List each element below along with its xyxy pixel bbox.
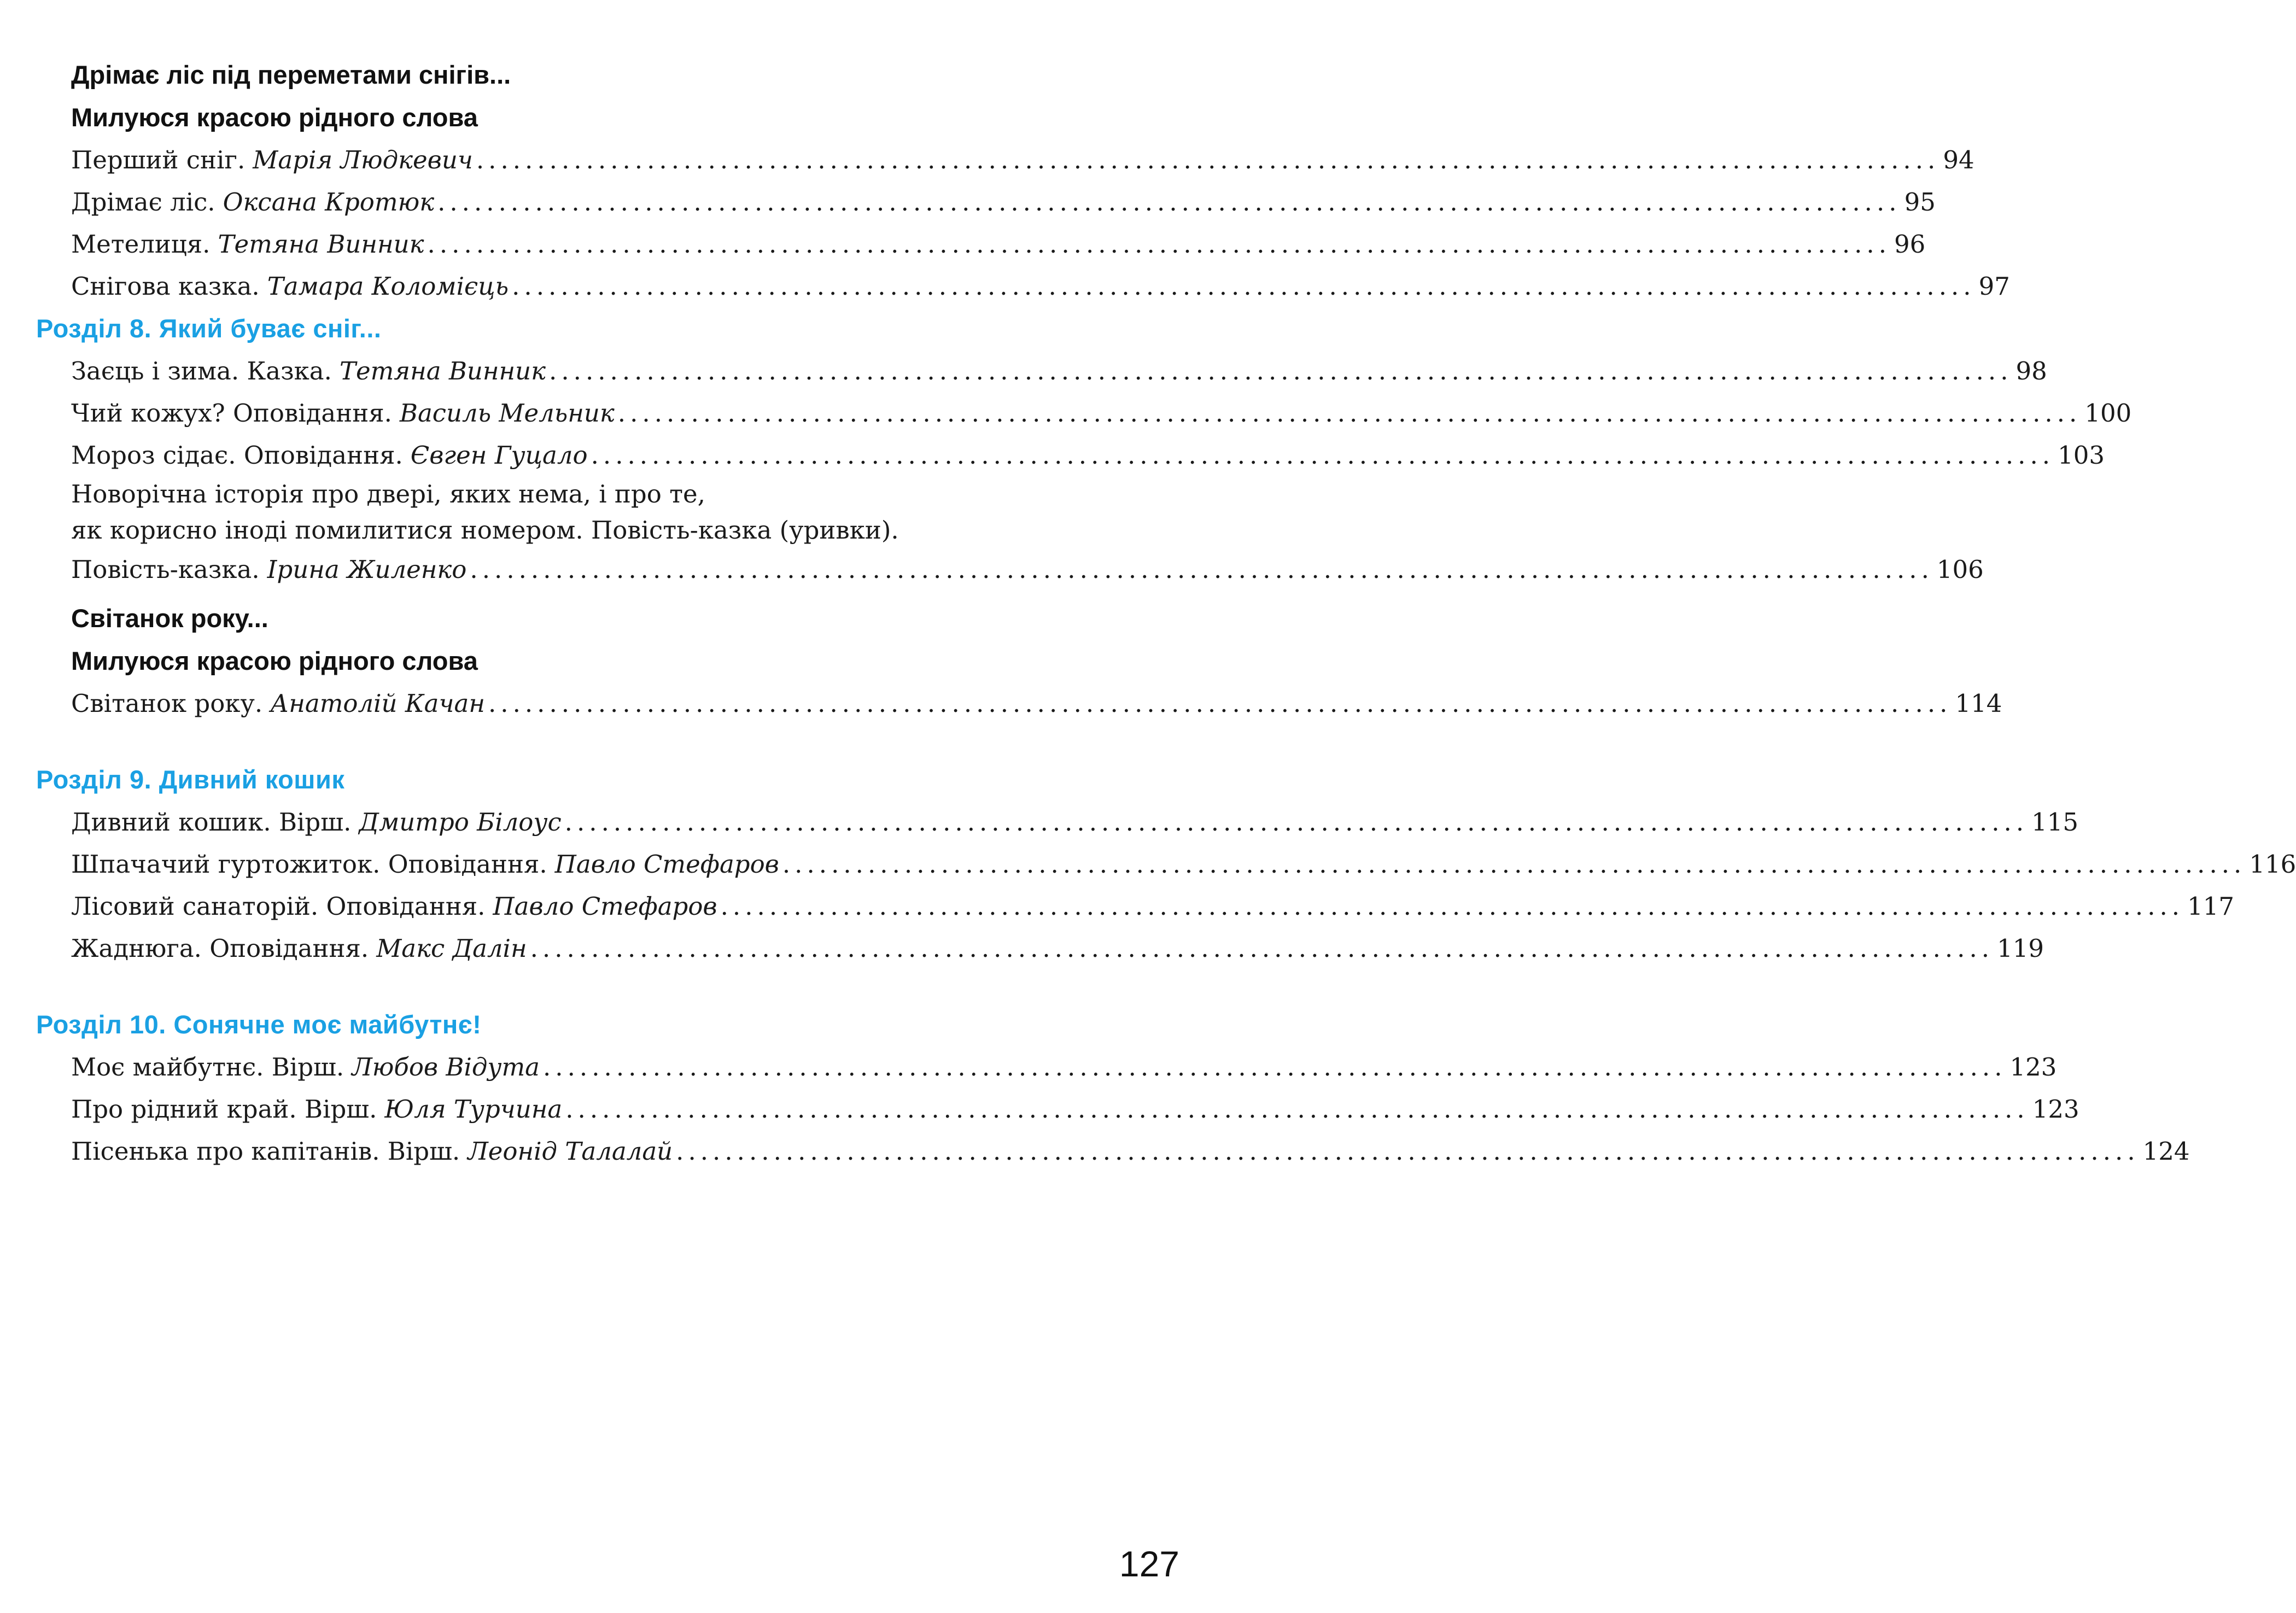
toc-entry[interactable] [71,350,2047,392]
entry-title-line: Новорічна історія про двері, яких нема, і про те, [71,480,705,509]
entry-page: 100 [2084,399,2132,428]
entry-title: Снігова казка. [71,272,260,301]
entry-list [36,350,2132,476]
entry-author: Леонід Талалай [468,1137,673,1166]
toc-entry[interactable] [71,1046,2057,1088]
entry-page: 115 [2031,808,2079,837]
group-heading-line: Милуюся красою рідного слова [71,103,478,132]
entry-author: Павло Стефаров [554,850,779,879]
dot-leader: ........................................................................................................................ [427,230,1891,259]
entry-author: Макс Далін [376,934,527,963]
heading-block [36,597,1097,682]
entry-list [36,801,2296,969]
dot-leader: ........................................................................................................................ [476,145,1940,174]
dot-leader: ........................................................................................................................ [720,892,2184,921]
entry-author: Марія Людкевич [253,145,473,174]
entry-title: Повість-казка. [71,555,260,584]
page-number: 127 [1119,1544,1179,1584]
entry-page: 97 [1978,272,2010,301]
entry-author: Василь Мельник [399,399,615,428]
entry-author: Тетяна Винник [339,357,546,385]
toc-entry[interactable] [71,1130,2190,1172]
entry-page: 95 [1904,188,1936,217]
dot-leader: ........................................................................................................................ [617,399,2082,428]
section-10-title: Розділ 10. Сонячне моє майбутнє! [36,1010,482,1039]
toc-entry[interactable] [71,181,1936,223]
dot-leader: ........................................................................................................................ [782,850,2246,879]
entry-author: Юля Турчина [384,1095,563,1124]
group-heading-line: Світанок року... [71,604,268,633]
toc-entry[interactable] [71,1088,2079,1130]
entry-page: 114 [1955,689,2002,718]
toc-entry[interactable] [71,927,2044,969]
entry-author: Тетяна Винник [218,230,424,259]
entry-title: Метелиця. [71,230,211,259]
toc-entry[interactable] [71,682,2002,724]
entry-title: Мороз сідає. Оповідання. [71,441,403,470]
dot-leader: ........................................................................................................................ [437,188,1901,217]
entry-author: Ірина Жиленко [267,555,467,584]
dot-leader: ........................................................................................................................ [591,441,2055,470]
toc-entry[interactable] [71,223,1926,265]
entry-list [36,548,1984,591]
toc-entry[interactable] [71,139,1974,181]
toc-entry[interactable] [71,885,2235,927]
toc-entry[interactable] [71,265,2010,307]
dot-leader: ........................................................................................................................ [565,1095,2029,1124]
group-heading-line: Милуюся красою рідного слова [71,646,478,675]
entry-title: Жаднюга. Оповідання. [71,934,369,963]
entry-list [36,1046,2190,1172]
entry-page: 106 [1936,555,1984,584]
section-8-title: Розділ 8. Який буває сніг... [36,314,382,343]
entry-page: 94 [1943,145,1974,174]
dot-leader: ........................................................................................................................ [676,1137,2140,1166]
dot-leader: ........................................................................................................................ [488,689,1952,718]
dot-leader: ........................................................................................................................ [543,1053,2007,1082]
toc-entry[interactable] [71,434,2105,476]
entry-title: Чий кожух? Оповідання. [71,399,392,428]
entry-author: Анатолій Качан [270,689,485,718]
toc-entry[interactable] [71,548,1984,591]
heading-block [36,54,1097,139]
entry-page: 96 [1894,230,1926,259]
dot-leader: ........................................................................................................................ [530,934,1994,963]
entry-title: Заєць і зима. Казка. [71,357,332,385]
entry-title: Лісовий санаторій. Оповідання. [71,892,486,921]
entry-title-line: як корисно іноді помилитися номером. Повість-казка (уривки). [71,516,899,545]
entry-page: 98 [2015,357,2047,385]
entry-page: 123 [2009,1053,2057,1082]
entry-author: Павло Стефаров [493,892,717,921]
entry-page: 103 [2058,441,2105,470]
entry-author: Любов Відута [352,1053,540,1082]
entry-author: Тамара Коломієць [267,272,509,301]
table-of-contents [36,54,2296,1172]
entry-list [36,682,2002,724]
entry-page: 119 [1997,934,2044,963]
entry-title: Дивний кошик. Вірш. [71,808,352,837]
entry-title: Шпачачий гуртожиток. Оповідання. [71,850,547,879]
toc-entry[interactable] [71,843,2296,885]
entry-author: Євген Гуцало [410,441,588,470]
toc-entry[interactable] [71,801,2079,843]
entry-page: 116 [2249,850,2296,879]
spacer [36,724,1097,758]
entry-title: Моє майбутнє. Вірш. [71,1053,344,1082]
multiline-entry-title[interactable] [71,476,1097,548]
group-heading-line: Дрімає ліс під переметами снігів... [71,60,511,89]
entry-page: 124 [2142,1137,2190,1166]
entry-title: Про рідний край. Вірш. [71,1095,377,1124]
entry-title: Дрімає ліс. [71,188,215,217]
entry-list [36,139,2010,307]
dot-leader: ........................................................................................................................ [512,272,1976,301]
entry-author: Оксана Кротюк [223,188,435,217]
entry-title: Перший сніг. [71,145,246,174]
entry-author: Дмитро Білоус [359,808,562,837]
dot-leader: ........................................................................................................................ [470,555,1933,584]
entry-title: Пісенька про капітанів. Вірш. [71,1137,460,1166]
entry-page: 117 [2187,892,2235,921]
dot-leader: ........................................................................................................................ [549,357,2013,385]
section-9-title: Розділ 9. Дивний кошик [36,765,345,794]
spacer [36,969,1097,1003]
dot-leader: ........................................................................................................................ [564,808,2029,837]
entry-page: 123 [2032,1095,2079,1124]
spacer [36,591,1097,597]
entry-title: Світанок року. [71,689,263,718]
toc-entry[interactable] [71,392,2132,434]
